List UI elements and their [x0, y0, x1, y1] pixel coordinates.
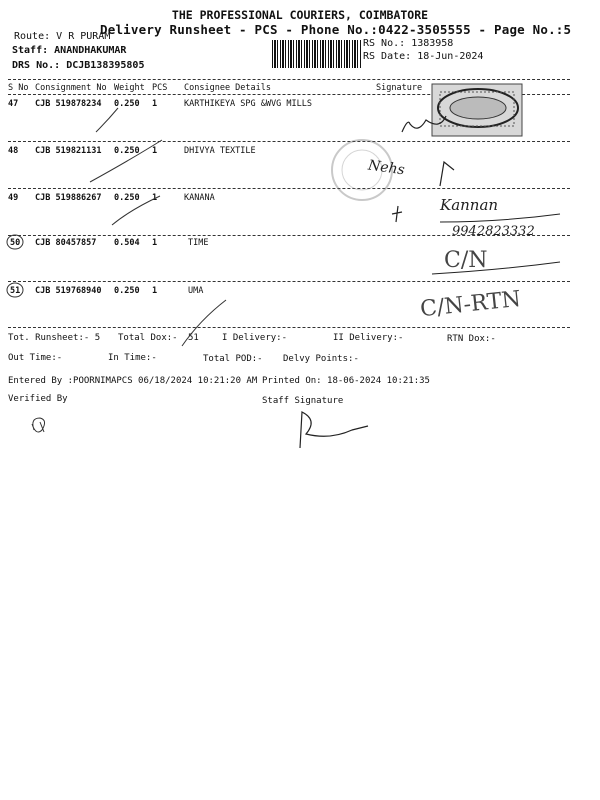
row-weight: 0.250 [114, 146, 140, 156]
drs-line [12, 60, 144, 71]
divider [8, 188, 570, 189]
rs-no-line [363, 38, 453, 49]
route-value: V R PURAM [56, 31, 111, 42]
rs-date-label: RS Date: [363, 51, 412, 62]
runsheet-subtitle: Delivery Runsheet - PCS - Phone No.:0422-3505555 - Page No.:5 [100, 22, 572, 37]
rs-date-line [363, 51, 483, 62]
row-weight: 0.250 [114, 286, 140, 296]
row-pcs: 1 [152, 146, 158, 156]
row-sno: 49 [8, 193, 19, 203]
staff-signature-scribble [300, 412, 368, 448]
row-consignee: DHIVYA TEXTILE [184, 146, 256, 156]
route-label: Route: [14, 31, 51, 42]
row-sno: 47 [8, 99, 19, 109]
handwritten-cn-rtn: C/N-RTN [418, 286, 523, 323]
rs-no-value: 1383958 [411, 38, 454, 49]
row-consignee: KANANA [184, 193, 215, 203]
staff-signature-label: Staff Signature [262, 396, 344, 406]
rtn-dox: RTN Dox:- [447, 334, 496, 344]
verified-by: Verified By [8, 394, 68, 404]
row-weight: 0.250 [114, 193, 140, 203]
row-consignee: KARTHIKEYA SPG &WVG MILLS [184, 99, 312, 109]
tot-runsheet: Tot. Runsheet:- 5 [8, 333, 101, 343]
underline-mark [440, 214, 560, 222]
col-signature: Signature [376, 83, 423, 93]
row-consignee: UMA [188, 286, 204, 296]
col-sno: S No [8, 83, 29, 93]
i-delivery: I Delivery:- [222, 333, 288, 343]
handwritten-cn: C/N [444, 248, 488, 273]
ii-delivery: II Delivery:- [333, 333, 404, 343]
signature-scribble [402, 116, 446, 132]
row-pcs: 1 [152, 286, 158, 296]
row-consignment: CJB 80457857 [35, 238, 97, 248]
entered-by: Entered By :POORNIMAPCS 06/18/2024 10:21:20 AM [8, 376, 258, 386]
in-time: In Time:- [108, 353, 157, 363]
row-weight: 0.250 [114, 99, 140, 109]
col-pcs: PCS [152, 83, 168, 93]
divider [8, 94, 570, 95]
row-pcs: 1 [152, 238, 158, 248]
row-consignment: CJB 519821131 [35, 146, 102, 156]
staff-value: ANANDHAKUMAR [54, 45, 127, 56]
verified-initials [32, 418, 45, 432]
row-sno: 48 [8, 146, 19, 156]
col-weight: Weight [114, 83, 145, 93]
col-consignment: Consignment No [35, 83, 107, 93]
rs-date-value: 18-Jun-2024 [417, 51, 484, 62]
divider [8, 327, 570, 328]
row-consignment: CJB 519768940 [35, 286, 102, 296]
route-line [14, 31, 110, 42]
total-dox-label: Total Dox:- [118, 333, 178, 343]
total-pod: Total POD:- [203, 354, 263, 364]
staff-label: Staff: [12, 45, 49, 56]
row-consignee: TIME [188, 238, 209, 248]
handwritten-phone: 9942823332 [452, 224, 535, 239]
row-sno: 50 [10, 238, 21, 248]
rs-no-label: RS No.: [363, 38, 406, 49]
row-weight: 0.504 [114, 238, 140, 248]
delvy-points: Delvy Points:- [283, 354, 359, 364]
printed-on: Printed On: 18-06-2024 10:21:35 [262, 376, 430, 386]
company-title: THE PROFESSIONAL COURIERS, COIMBATORE [171, 8, 429, 22]
divider [8, 141, 570, 142]
row-pcs: 1 [152, 193, 158, 203]
divider [8, 281, 570, 282]
table-row [0, 193, 600, 207]
drs-value: DCJB138395805 [66, 60, 145, 71]
total-dox-value: 51 [188, 333, 199, 343]
table-row [0, 238, 600, 252]
handwritten-name-row3: Kannan [440, 196, 499, 214]
check-mark [440, 162, 454, 186]
cross-mark [392, 206, 402, 222]
barcode [272, 40, 362, 68]
table-row [0, 146, 600, 160]
table-row [0, 99, 600, 113]
out-time: Out Time:- [8, 353, 63, 363]
col-consignee: Consignee Details [184, 83, 271, 93]
staff-line [12, 45, 126, 56]
row-consignment: CJB 519878234 [35, 99, 102, 109]
handwritten-name-row2: Nehs [367, 157, 406, 179]
row-consignment: CJB 519886267 [35, 193, 102, 203]
divider [8, 79, 570, 80]
row-sno: 51 [10, 286, 21, 296]
row-pcs: 1 [152, 99, 158, 109]
drs-label: DRS No.: [12, 60, 61, 71]
